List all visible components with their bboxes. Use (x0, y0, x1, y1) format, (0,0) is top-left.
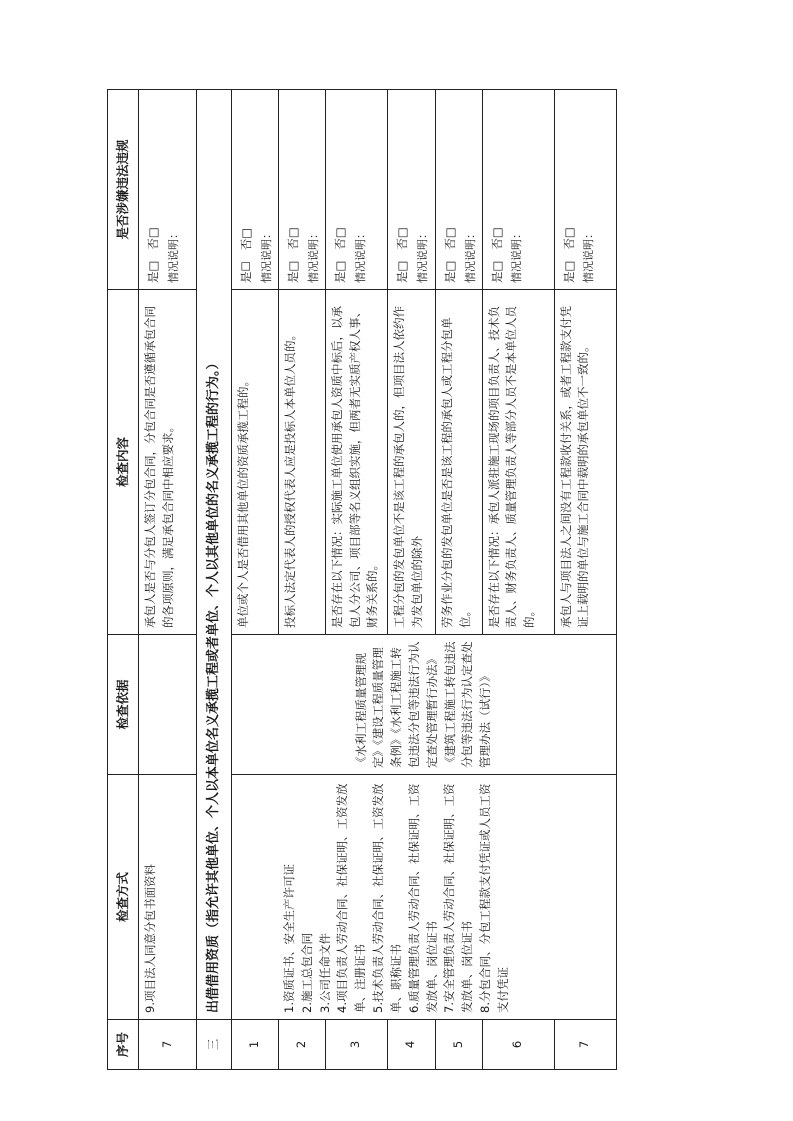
row-number: 7 (554, 1020, 616, 1070)
basis-cell: 《水利工程质量管理规定》《建设工程质量管理条例》《水利工程施工转包违法分包等违法行为认定查处管理暂行办法》《建筑工程施工转包违法分包等违法行为认定查处管理办法（试行）》 (232, 635, 617, 775)
no-checkbox[interactable]: 否□ (489, 227, 504, 250)
judge-cell (554, 90, 616, 290)
row-number: 4 (387, 1020, 435, 1070)
note-label: 情况说明： (306, 228, 320, 283)
header-content: 检查内容 (108, 290, 139, 635)
content-cell: 承包人是否与分包人签订分包合同，分包合同是否遵循承包合同的各项原则，满足承包合同中相应要求。 (139, 290, 197, 635)
rotated-inspection-table (107, 90, 672, 1070)
note-label: 情况说明： (415, 228, 429, 283)
method-item: 7.安全管理负责人劳动合同、社保证明、工资发放单、岗位证书 (442, 783, 475, 1013)
basis-cell (139, 635, 197, 775)
judge-cell (325, 90, 387, 290)
yes-checkbox[interactable]: 是□ (285, 260, 300, 283)
table-row (139, 90, 197, 1070)
note-label: 情况说明： (166, 228, 180, 283)
judge-cell (232, 90, 279, 290)
no-checkbox[interactable]: 否□ (239, 227, 253, 251)
yes-checkbox[interactable]: 是□ (442, 260, 457, 283)
note-label: 情况说明： (582, 228, 596, 283)
method-item: 4.项目负责人劳动合同、社保证明、工资发放单、注册证书 (335, 783, 368, 1013)
note-label: 情况说明： (463, 228, 477, 283)
method-item: 8.分包合同、分包工程款支付凭证或人员工资支付凭证 (477, 783, 510, 1013)
yes-checkbox[interactable]: 是□ (489, 260, 504, 283)
note-label: 情况说明： (510, 228, 524, 283)
yes-checkbox[interactable]: 是□ (561, 260, 576, 283)
header-judge: 是否涉嫌违法违规 (108, 90, 139, 290)
table-row (232, 90, 279, 1070)
method-item: 1.资质证书、安全生产许可证 (282, 864, 296, 1013)
method-item: 3.公司任命文件 (317, 933, 332, 1013)
judge-cell (278, 90, 325, 290)
yes-checkbox[interactable]: 是□ (146, 260, 160, 283)
section-row (197, 90, 232, 1070)
content-cell: 承包人与项目法人之间没有工程款收付关系，或者工程款支付凭证上载明的单位与施工合同中载明的承包单位不一致的。 (554, 290, 616, 635)
no-checkbox[interactable]: 否□ (442, 227, 457, 250)
judge-cell (482, 90, 554, 290)
judge-cell (435, 90, 482, 290)
judge-cell (387, 90, 435, 290)
note-label: 情况说明： (353, 228, 367, 283)
content-cell: 是否存在以下情况：承包人派驻施工现场的项目负责人、技术负责人、财务负责人、质量管理负责人等部分人员不是本单位人员的。 (482, 290, 554, 635)
no-checkbox[interactable]: 否□ (394, 227, 409, 250)
yes-checkbox[interactable]: 是☐ (239, 261, 253, 283)
row-number: 2 (278, 1020, 325, 1070)
header-method: 检查方式 (108, 775, 139, 1020)
row-number: 3 (325, 1020, 387, 1070)
method-item: 2.施工总包合同 (299, 933, 314, 1013)
header-basis: 检查依据 (108, 635, 139, 775)
row-number: 7 (139, 1020, 197, 1070)
content-cell: 劳务作业分包的发包单位是否是该工程的承包人或工程分包单位。 (435, 290, 482, 635)
section-number: 三 (197, 1020, 232, 1070)
content-cell: 是否存在以下情况：实际施工单位使用承包人资质中标后，以承包人分公司、项目部等名义组织实施，但两者无实质产权人事、财务关系的。 (325, 290, 387, 635)
content-cell: 工程分包的发包单位不是该工程的承包人的，但项目法人依约作为发包单位的除外 (387, 290, 435, 635)
table-header-row (108, 90, 139, 1070)
no-checkbox[interactable]: 否□ (561, 227, 576, 250)
no-checkbox[interactable]: 否□ (285, 227, 300, 250)
no-checkbox[interactable]: 否□ (332, 227, 347, 250)
row-number: 5 (435, 1020, 482, 1070)
inspection-table (107, 89, 617, 1070)
row-number: 6 (482, 1020, 554, 1070)
row-number: 1 (232, 1020, 279, 1070)
section-title: 出借借用资质（指允许其他单位、个人以本单位名义承揽工程或者单位、个人以其他单位的名义承揽工程的行为。） (197, 90, 232, 1020)
yes-checkbox[interactable]: 是□ (394, 260, 409, 283)
method-list (232, 775, 617, 1020)
no-checkbox[interactable]: 否□ (146, 227, 160, 250)
content-cell: 单位或个人是否借用其他单位的资质承揽工程的。 (232, 290, 279, 635)
header-no: 序号 (108, 1020, 139, 1070)
yes-checkbox[interactable]: 是□ (332, 260, 347, 283)
method-item: 5.技术负责人劳动合同、社保证明、工资发放单、职称证书 (371, 783, 403, 1013)
method-item: 6.质量管理负责人劳动合同、社保证明、工资发放单、岗位证书 (406, 783, 439, 1013)
content-cell: 投标人法定代表人的授权代表人应是投标人本单位人员的。 (278, 290, 325, 635)
method-cell: 9.项目法人同意分包书面资料 (139, 775, 197, 1020)
judge-cell (139, 90, 197, 290)
note-label: 情况说明： (259, 228, 273, 283)
